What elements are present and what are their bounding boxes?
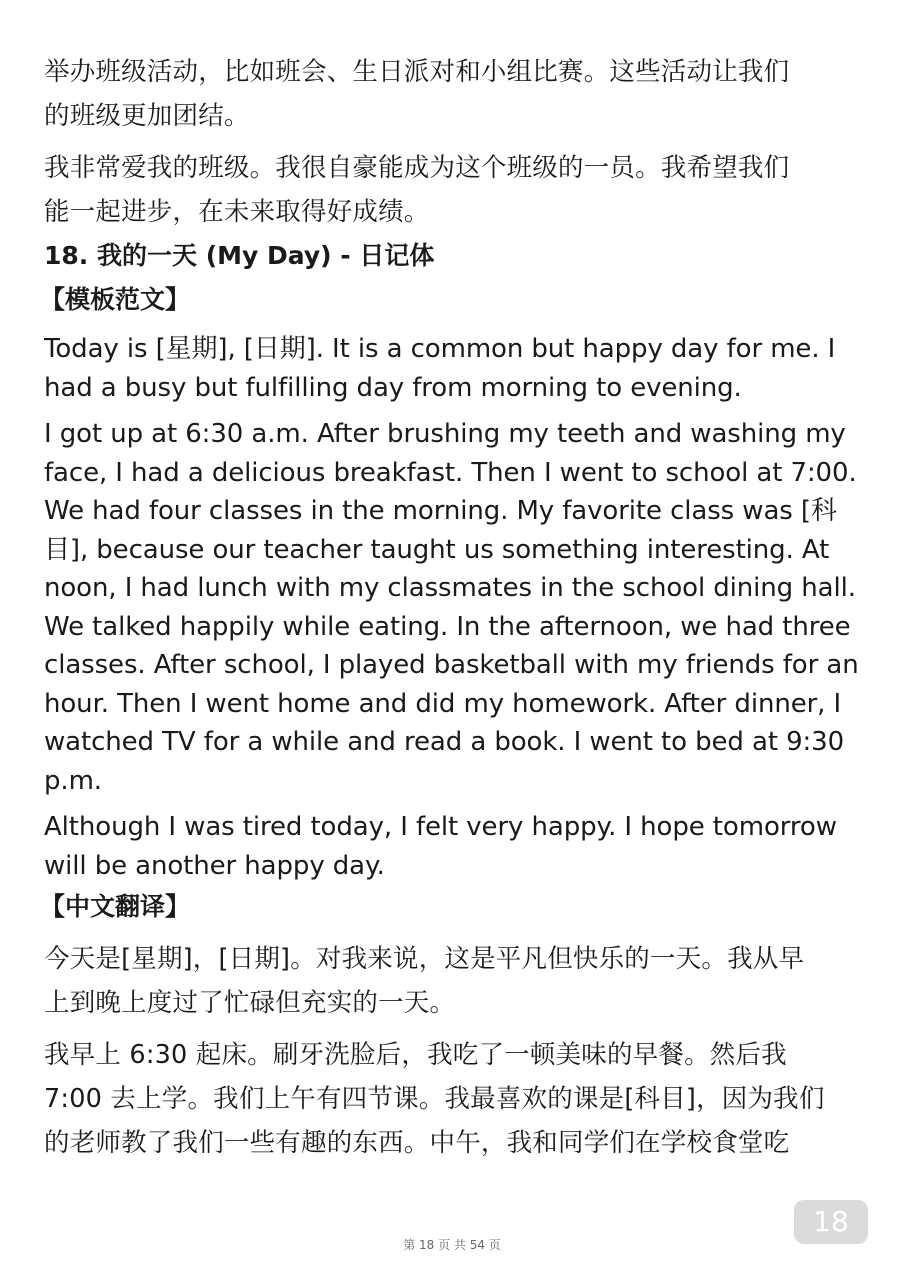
document-page [40, 50, 874, 1165]
english-paragraph-conclusion: Although I was tired today, I felt very happy. I hope tomorrow will be another happy day. [44, 812, 837, 881]
english-paragraph-intro: Today is [星期], [日期]. It is a common but happy day for me. I had a busy but fulfilling day from morning to evening. [44, 334, 836, 403]
section-heading: 18. 我的一天 (My Day) - 日记体 [44, 241, 435, 270]
template-label: 【模板范文】 [40, 285, 191, 314]
chinese-paragraph-body: 我早上 6:30 起床。刷牙洗脸后，我吃了一顿美味的早餐。然后我 7:00 去上学。我们上午有四节课。我最喜欢的课是[科目]，因为我们 的老师教了我们一些有趣的东西。中午，我和同学们在学校食堂吃 [44, 1040, 825, 1158]
english-paragraph-body: I got up at 6:30 a.m. After brushing my teeth and washing my face, I had a delicious breakfast. Then I went to school at 7:00. We had four classes in the morning. My favorite class was [科 目], because our teacher taught us something interesting. At noon, I had lunch with my classmates in the school dining hall. We talked happily while eating. In the afternoon, we had three classes. After school, I played basketball with my friends for an hour. Then I went home and did my homework. After dinner, I watched TV for a while and read a book. I went to bed at 9:30 p.m. [44, 419, 859, 796]
paragraph-love-class: 我非常爱我的班级。我很自豪能成为这个班级的一员。我希望我们 能一起进步，在未来取得好成绩。 [44, 153, 790, 227]
paragraph-class-activities: 举办班级活动，比如班会、生日派对和小组比赛。这些活动让我们 的班级更加团结。 [44, 57, 790, 131]
page-footer: 第 18 页 共 54 页 [403, 1238, 501, 1252]
translation-label: 【中文翻译】 [40, 892, 191, 921]
page-number-badge: 18 [794, 1200, 868, 1244]
chinese-paragraph-intro: 今天是[星期]，[日期]。对我来说，这是平凡但快乐的一天。我从早 上到晚上度过了忙碌但充实的一天。 [44, 944, 805, 1018]
